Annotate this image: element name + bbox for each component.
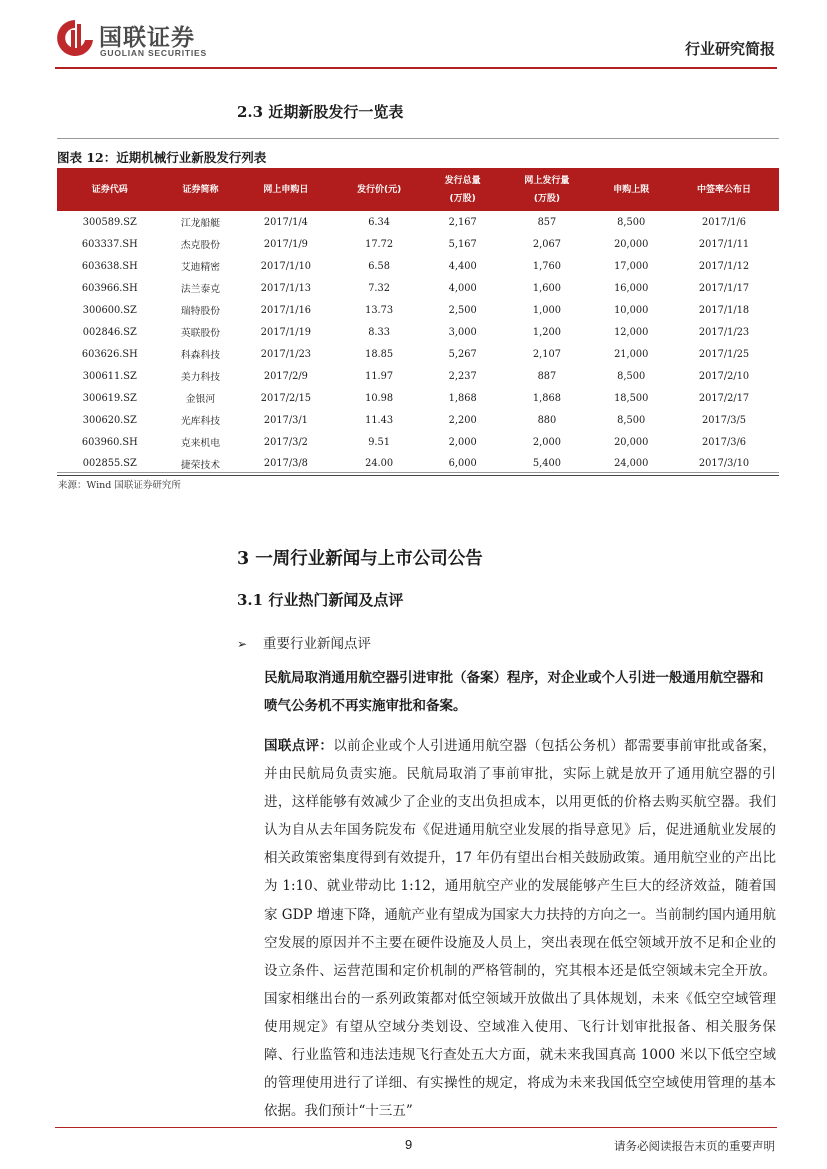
table-cell: 300611.SZ	[82, 370, 137, 382]
table-cell: 2017/1/16	[260, 304, 312, 316]
table-cell: 24,000	[593, 453, 669, 475]
table-cell: 20,000	[614, 436, 649, 448]
table-cell: 6,000	[425, 453, 501, 475]
table-cell: 光库科技	[180, 416, 221, 427]
table-cell: 克来机电	[180, 438, 221, 449]
table-cell: 2,067	[532, 238, 561, 250]
table-cell: 002855.SZ	[57, 453, 163, 475]
table-cell: 2,000	[532, 436, 561, 448]
table-cell: 4,000	[448, 282, 477, 294]
table-row	[57, 255, 779, 277]
table-cell: 2017/1/12	[698, 260, 750, 272]
table-cell: 2017/1/17	[698, 282, 750, 294]
table-cell: 17.72	[365, 238, 394, 250]
table-cell: 5,400	[501, 453, 594, 475]
table-row	[57, 321, 779, 343]
column-header: 发行总量 (万股)	[425, 168, 501, 211]
page-number: 9	[405, 1137, 413, 1152]
table-cell: 2017/1/18	[698, 304, 750, 316]
table-cell: 603638.SH	[81, 260, 138, 272]
logo-english-name: GUOLIAN SECURITIES	[100, 48, 207, 58]
table-body	[57, 211, 779, 475]
table-cell: 2,200	[448, 414, 477, 426]
table-row	[57, 409, 779, 431]
table-cell: 300619.SZ	[82, 392, 137, 404]
table-cell: 2017/1/10	[260, 260, 312, 272]
table-cell: 20,000	[614, 238, 649, 250]
table-cell: 2017/1/19	[260, 326, 312, 338]
table-cell: 4,400	[448, 260, 477, 272]
source-divider	[57, 472, 779, 473]
header-divider	[55, 67, 777, 69]
table-row	[57, 211, 779, 233]
table-cell: 002846.SZ	[82, 326, 137, 338]
figure-title: 图表 12：近期机械行业新股发行列表	[57, 150, 267, 165]
table-cell: 2017/1/23	[260, 348, 312, 360]
table-cell: 2017/1/11	[698, 238, 750, 250]
table-cell: 英联股份	[180, 328, 221, 339]
ipo-table	[57, 168, 779, 476]
footer-disclaimer: 请务必阅读报告末页的重要声明	[614, 1139, 775, 1153]
report-type-label: 行业研究简报	[684, 40, 775, 58]
column-header: 网上发行量 (万股)	[501, 168, 594, 211]
table-cell: 1,000	[532, 304, 561, 316]
bullet-label: 重要行业新闻点评	[263, 636, 371, 652]
figure-title-divider	[57, 138, 779, 139]
table-cell: 1,760	[532, 260, 561, 272]
table-cell: 10.98	[365, 392, 394, 404]
table-cell: 1,868	[448, 392, 477, 404]
bullet-item	[237, 632, 371, 652]
table-cell: 13.73	[365, 304, 394, 316]
table-cell: 880	[537, 414, 557, 426]
table-cell: 857	[537, 216, 557, 228]
table-cell: 2,107	[532, 348, 561, 360]
footer-divider	[55, 1127, 777, 1128]
table-cell: 12,000	[614, 326, 649, 338]
table-cell: 艾迪精密	[180, 262, 221, 273]
table-row	[57, 365, 779, 387]
table-cell: 17,000	[614, 260, 649, 272]
section-heading-3: 3 一周行业新闻与上市公司公告	[237, 549, 483, 569]
table-cell: 11.43	[365, 414, 394, 426]
table-cell: 2017/3/6	[702, 436, 747, 448]
table-header-row	[57, 168, 779, 211]
table-cell: 9.51	[368, 436, 391, 448]
table-cell: 8.33	[368, 326, 391, 338]
table-cell: 2017/3/10	[669, 453, 779, 475]
table-cell: 江龙船艇	[180, 218, 221, 229]
table-cell: 美力科技	[180, 372, 221, 383]
table-cell: 5,267	[448, 348, 477, 360]
column-header: 发行价(元)	[333, 168, 424, 211]
table-cell: 6.58	[368, 260, 391, 272]
table-cell: 2017/3/2	[263, 436, 308, 448]
table-cell: 18,500	[614, 392, 649, 404]
table-cell: 300600.SZ	[82, 304, 137, 316]
table-cell: 2017/1/13	[260, 282, 312, 294]
table-cell: 2017/3/8	[238, 453, 333, 475]
table-row	[57, 233, 779, 255]
table-cell: 捷荣技术	[163, 453, 239, 475]
company-logo	[55, 18, 235, 62]
comment-lead: 国联点评：	[264, 738, 334, 754]
column-header: 申购上限	[593, 168, 669, 211]
table-cell: 2,500	[448, 304, 477, 316]
table-cell: 2017/2/17	[698, 392, 750, 404]
table-cell: 2017/2/9	[263, 370, 308, 382]
table-cell: 16,000	[614, 282, 649, 294]
table-cell: 2,167	[448, 216, 477, 228]
table-cell: 法兰泰克	[180, 284, 221, 295]
table-cell: 6.34	[368, 216, 391, 228]
table-cell: 300589.SZ	[82, 216, 137, 228]
table-cell: 5,167	[448, 238, 477, 250]
table-cell: 300620.SZ	[82, 414, 137, 426]
column-header: 网上申购日	[238, 168, 333, 211]
arrow-bullet-icon: ➢	[237, 637, 248, 651]
logo-chinese-name: 国联证券	[99, 25, 195, 51]
table-cell: 科森科技	[180, 350, 221, 361]
table-cell: 603966.SH	[81, 282, 138, 294]
section-heading-3-1: 3.1 行业热门新闻及点评	[237, 591, 404, 609]
table-cell: 603626.SH	[81, 348, 138, 360]
table-cell: 瑞特股份	[180, 306, 221, 317]
table-row	[57, 343, 779, 365]
table-row	[57, 431, 779, 453]
table-cell: 2017/1/9	[263, 238, 308, 250]
column-header: 中签率公布日	[669, 168, 779, 211]
table-cell: 2017/2/15	[260, 392, 312, 404]
table-cell: 2017/1/23	[698, 326, 750, 338]
section-heading-2-3: 2.3 近期新股发行一览表	[237, 103, 404, 121]
news-headline: 民航局取消通用航空器引进审批（备案）程序，对企业或个人引进一般通用航空器和喷气公务机不再实施审批和备案。	[264, 670, 764, 714]
table-cell: 24.00	[333, 453, 424, 475]
table-row	[57, 277, 779, 299]
table-cell: 2017/3/5	[702, 414, 747, 426]
table-cell: 10,000	[614, 304, 649, 316]
table-cell: 2017/1/25	[698, 348, 750, 360]
table-cell: 2017/1/4	[263, 216, 308, 228]
comment-body: 以前企业或个人引进通用航空器（包括公务机）都需要事前审批或备案，并由民航局负责实施。民航局取消了事前审批，实际上就是放开了通用航空器的引进，这样能够有效减少了企业的支出负担成本，以用更低的价格去购买航空器。我们认为自从去年国务院发布《促进通用航空业发展的指导意见》后，促进通航业发展的相关政策密集度得到有效提升，17 年仍有望出台相关鼓励政策。通用航空业的产出比为 1:10、就业带动比 1:12，通用航空产业的发展能够产生巨大的经济效益，随着国家 GDP 增速下降，通航产业有望成为国家大力扶持的方向之一。当前制约国内通用航空发展的原因并不主要在硬件设施及人员上，突出表现在低空领域开放不足和企业的设立条件、运营范围和定价机制的严格管制的，究其根本还是低空领域未完全开放。国家相继出台的一系列政策都对低空领域开放做出了具体规划，未来《低空空域管理使用规定》有望从空域分类划设、空域准入使用、飞行计划审批报备、相关服务保障、行业监管和违法违规飞行查处五大方面，就未来我国真高 1000 米以下低空空域的管理使用进行了详细、有实操性的规定，将成为未来我国低空空域使用管理的基本依据。我们预计“十三五”	[264, 738, 777, 1120]
table-cell: 8,500	[617, 414, 646, 426]
table-cell: 1,600	[532, 282, 561, 294]
table-cell: 2017/1/6	[702, 216, 747, 228]
table-cell: 8,500	[617, 216, 646, 228]
column-header: 证券简称	[163, 168, 239, 211]
table-cell: 1,868	[532, 392, 561, 404]
table-cell: 杰克股份	[180, 240, 221, 251]
table-cell: 3,000	[448, 326, 477, 338]
table-row	[57, 299, 779, 321]
table-cell: 2017/2/10	[698, 370, 750, 382]
table-cell: 18.85	[365, 348, 394, 360]
table-cell: 8,500	[617, 370, 646, 382]
table-cell: 11.97	[365, 370, 394, 382]
page-header	[0, 0, 827, 70]
news-commentary	[264, 732, 776, 1125]
table-cell: 7.32	[368, 282, 391, 294]
table-cell: 金银河	[185, 394, 216, 405]
column-header: 证券代码	[57, 168, 163, 211]
table-cell: 2017/3/1	[263, 414, 308, 426]
table-cell: 887	[537, 370, 557, 382]
table-source-note: 来源：Wind 国联证券研究所	[58, 480, 181, 491]
table-cell: 603960.SH	[81, 436, 138, 448]
table-cell: 2,237	[448, 370, 477, 382]
logo-mark-icon	[55, 18, 95, 60]
table-row	[57, 387, 779, 409]
table-cell: 2,000	[448, 436, 477, 448]
table-cell: 603337.SH	[81, 238, 138, 250]
table-cell: 1,200	[532, 326, 561, 338]
table-cell: 21,000	[614, 348, 649, 360]
